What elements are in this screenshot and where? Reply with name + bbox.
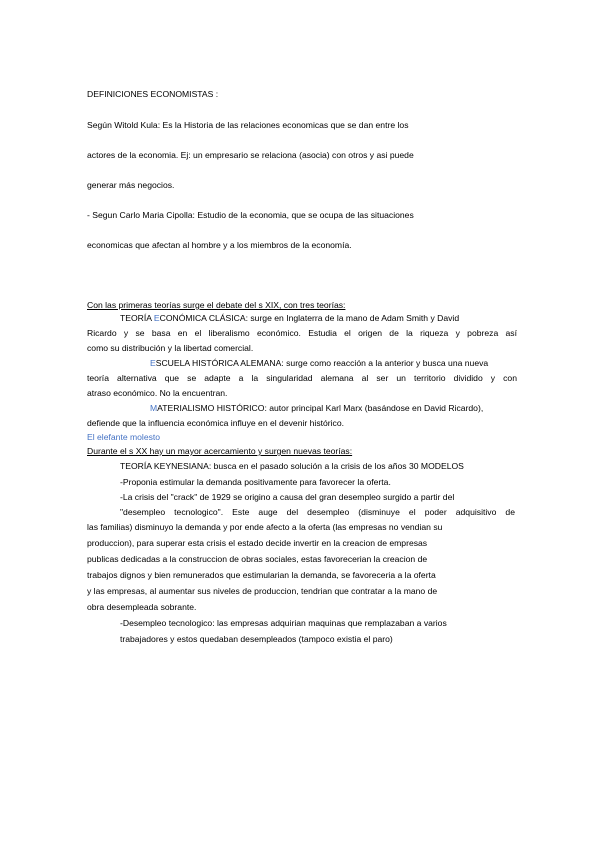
keynes-point-3-line-1: -Desempleo tecnologico: las empresas adquirian maquinas que remplazaban a varios [120,618,447,628]
keynes-point-3-line-2: trabajadores y estos quedaban desempleados (tampoco existia el paro) [120,634,393,644]
document-title: DEFINICIONES ECONOMISTAS : [87,89,219,99]
theory-classical-line-2: Ricardo y se basa en el liberalismo económico. Estudia el origen de la riqueza y pobreza así [87,328,517,338]
keynes-point-2-line-4: produccion), para superar esta crisis el estado decide invertir en la creacion de empresas [87,538,428,548]
keynes-point-2-line-6: trabajos dignos y bien remunerados que estimularian la demanda, se favoreceria a la oferta [87,570,436,580]
blue-note: El elefante molesto [87,432,161,442]
keynes-point-2-line-1: -La crisis del "crack" de 1929 se origino a causa del gran desempleo surgido a partir del [120,492,455,502]
definition-kula-line-3: generar más negocios. [87,180,175,190]
theory-materialism-initial: M [150,403,158,413]
theory-german-line-3: atraso económico. No la encuentran. [87,388,228,398]
definition-cipolla-line-2: economicas que afectan al hombre y a los miembros de la economía. [87,240,352,250]
keynes-point-2-line-3: las familias) disminuyo la demanda y por ende afecto a la oferta (las empresas no vendian su [87,522,443,532]
theory-german-rest: SCUELA HISTÓRICA ALEMANA: surge como reacción a la anterior y busca una nueva [155,358,489,368]
definition-kula-line-1: Según Witold Kula: Es la Historia de las relaciones economicas que se dan entre los [87,120,409,130]
theory-german-line-1 [150,358,488,369]
keynes-point-2-line-5: publicas dedicadas a la construccion de obras sociales, estas favorecerian la creacion de [87,554,428,564]
theory-classical-prefix: TEORÍA [120,313,154,323]
keynes-point-1: -Proponia estimular la demanda positivamente para favorecer la oferta. [120,477,391,487]
theory-materialism-rest: ATERIALISMO HISTÓRICO: autor principal Karl Marx (basándose en David Ricardo), [157,403,484,413]
theory-materialism-line-1 [150,403,483,414]
theory-classical-line-3: como su distribución y la libertad comercial. [87,343,254,353]
keynes-point-2-line-8: obra desempleada sobrante. [87,602,197,612]
theory-classical-initial: E [153,313,160,323]
definition-cipolla-line-1: - Segun Carlo Maria Cipolla: Estudio de la economia, que se ocupa de las situaciones [87,210,414,220]
section-1-heading: Con las primeras teorías surge el debate del s XIX, con tres teorías: [87,300,346,310]
theory-german-initial: E [150,358,156,368]
theory-classical-line-1 [120,313,459,324]
theory-classical-rest: CONÓMICA CLÁSICA: surge en Inglaterra de la mano de Adam Smith y David [159,313,460,323]
keynes-point-2-line-2: "desempleo tecnologico". Este auge del desempleo (disminuye el poder adquisitivo de [120,507,515,517]
theory-german-line-2: teoría alternativa que se adapte a la singularidad alemana al ser un territorio dividido y con [87,373,517,383]
keynes-title: TEORÍA KEYNESIANA: busca en el pasado solución a la crisis de los años 30 MODELOS [120,461,464,471]
definition-kula-line-2: actores de la economia. Ej: un empresario se relaciona (asocia) con otros y asi puede [87,150,414,160]
section-2-heading: Durante el s XX hay un mayor acercamiento y surgen nuevas teorías: [87,446,353,456]
keynes-point-2-line-7: y las empresas, al aumentar sus niveles de produccion, tendrian que contratar a la mano de [87,586,438,596]
theory-materialism-line-2: defiende que la influencia económica influye en el devenir histórico. [87,418,345,428]
